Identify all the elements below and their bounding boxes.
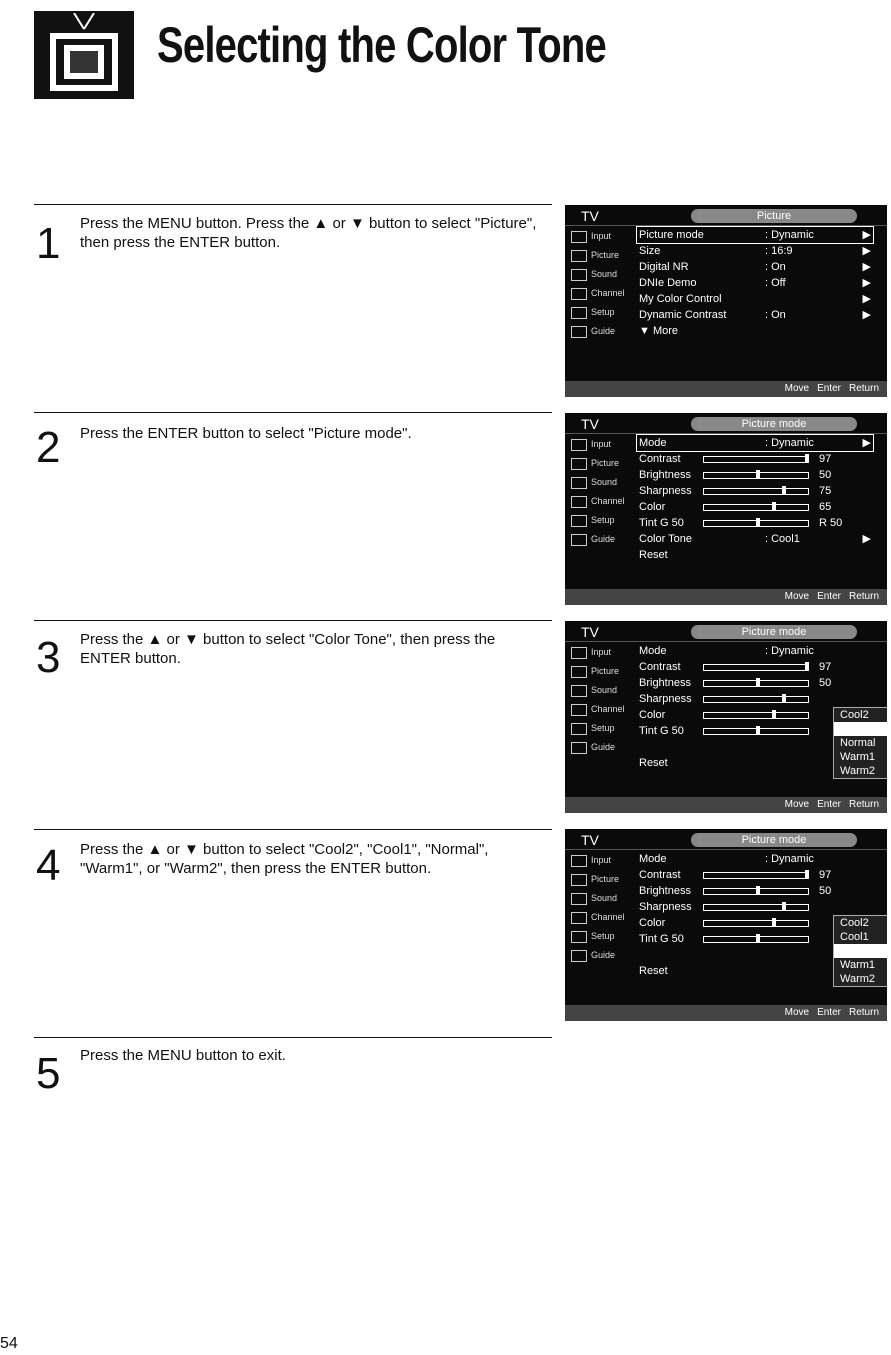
side-item-picture[interactable]: Picture	[565, 246, 637, 265]
slider-row[interactable]: Color	[637, 707, 873, 723]
slider-track[interactable]	[703, 664, 809, 671]
side-item-input[interactable]: Input	[565, 435, 637, 454]
slider-row[interactable]: Contrast 97	[639, 869, 832, 881]
channel-icon	[571, 912, 587, 924]
slider-track[interactable]	[703, 456, 809, 463]
step-number: 3	[36, 633, 61, 682]
slider-row[interactable]: Color	[637, 915, 873, 931]
popup-option[interactable]: Warm2	[840, 973, 876, 985]
side-item-guide[interactable]: Guide	[565, 322, 637, 341]
slider-row[interactable]: Brightness 50	[639, 677, 832, 689]
slider-thumb[interactable]	[756, 886, 760, 895]
side-item-guide[interactable]: Guide	[565, 738, 637, 757]
channel-icon	[571, 288, 587, 300]
menu-row[interactable]: Mode : Dynamic	[639, 853, 814, 865]
side-item-setup[interactable]: Setup	[565, 719, 637, 738]
slider-track[interactable]	[703, 680, 809, 687]
sound-icon	[571, 477, 587, 489]
slider-track[interactable]	[703, 712, 809, 719]
setup-icon	[571, 307, 587, 319]
slider-row[interactable]: Sharpness 75	[639, 485, 832, 497]
slider-track[interactable]	[703, 872, 809, 879]
step-number: 2	[36, 423, 61, 472]
menu-row[interactable]: Dynamic Contrast : On ▶	[639, 309, 871, 321]
side-item-picture[interactable]: Picture	[565, 662, 637, 681]
menu-row[interactable]: Reset	[639, 965, 668, 977]
slider-thumb[interactable]	[805, 870, 809, 879]
osd-screen-picture-mode	[565, 413, 887, 605]
slider-track[interactable]	[703, 920, 809, 927]
side-item-channel[interactable]: Channel	[565, 284, 637, 303]
popup-option[interactable]: Cool1	[840, 931, 869, 943]
popup-option[interactable]: Warm2	[840, 765, 876, 777]
color-tone-popup	[833, 707, 887, 779]
slider-thumb[interactable]	[772, 710, 776, 719]
side-item-input[interactable]: Input	[565, 643, 637, 662]
picture-icon	[571, 250, 587, 262]
slider-track[interactable]	[703, 472, 809, 479]
menu-row[interactable]: ▼ More	[639, 325, 679, 337]
osd-footer: Move Enter Return	[565, 381, 887, 397]
tv-label: TV	[581, 416, 599, 432]
step-text: Press the ENTER button to select "Picture mode".	[80, 425, 412, 442]
step-divider	[34, 1037, 552, 1038]
slider-row[interactable]: Brightness 50	[639, 885, 832, 897]
menu-banner: Picture mode	[691, 625, 857, 639]
slider-track[interactable]	[703, 936, 809, 943]
slider-thumb[interactable]	[805, 662, 809, 671]
tv-label: TV	[581, 208, 599, 224]
step-text: Press the ▲ or ▼ button to select "Color Tone", then press the ENTER button.	[80, 631, 496, 667]
menu-row[interactable]: Digital NR : On ▶	[639, 261, 871, 273]
side-item-sound[interactable]: Sound	[565, 473, 637, 492]
step-text: Press the MENU button to exit.	[80, 1047, 286, 1064]
channel-icon	[571, 496, 587, 508]
menu-row[interactable]: Color Tone : Cool1 ▶	[639, 533, 871, 545]
slider-thumb[interactable]	[756, 934, 760, 943]
sound-icon	[571, 685, 587, 697]
setup-icon	[571, 515, 587, 527]
menu-row[interactable]: DNIe Demo : Off ▶	[639, 277, 871, 289]
slider-row[interactable]: Color 65	[639, 501, 832, 513]
menu-row[interactable]: My Color Control ▶	[639, 293, 871, 305]
osd-screen-picture	[565, 205, 887, 397]
step-text: Press the MENU button. Press the ▲ or ▼ button to select "Picture", then press the ENTER button.	[80, 215, 537, 251]
guide-icon	[571, 950, 587, 962]
slider-row[interactable]: Contrast 97	[639, 661, 832, 673]
page-number: 54	[0, 1335, 18, 1352]
slider-row[interactable]: Tint G 50 R 50	[639, 517, 843, 529]
menu-row[interactable]: Reset	[639, 549, 668, 561]
input-icon	[571, 855, 587, 867]
menu-row[interactable]: Mode : Dynamic ▶	[639, 437, 871, 449]
menu-banner: Picture mode	[691, 417, 857, 431]
sound-icon	[571, 269, 587, 281]
step-divider	[34, 829, 552, 830]
popup-option[interactable]: Normal	[840, 737, 876, 749]
slider-track[interactable]	[703, 728, 809, 735]
step-divider	[34, 204, 552, 205]
setup-icon	[571, 931, 587, 943]
color-tone-popup	[833, 915, 887, 987]
slider-thumb[interactable]	[756, 518, 760, 527]
side-item-setup[interactable]: Setup	[565, 303, 637, 322]
picture-icon	[571, 666, 587, 678]
side-item-input[interactable]: Input	[565, 851, 637, 870]
guide-icon	[571, 742, 587, 754]
step-text: Press the ▲ or ▼ button to select "Cool2", "Cool1", "Normal", "Warm1", or "Warm2", then press the ENTER button.	[80, 841, 489, 877]
osd-screen-color-tone-select	[565, 829, 887, 1021]
side-item-sound[interactable]: Sound	[565, 681, 637, 700]
slider-thumb[interactable]	[756, 726, 760, 735]
input-icon	[571, 439, 587, 451]
slider-track[interactable]	[703, 904, 809, 911]
side-item-setup[interactable]: Setup	[565, 927, 637, 946]
slider-track[interactable]	[703, 488, 809, 495]
slider-row[interactable]: Brightness 50	[639, 469, 832, 481]
slider-thumb[interactable]	[756, 678, 760, 687]
popup-option-selected[interactable]	[834, 944, 887, 958]
side-item-guide[interactable]: Guide	[565, 530, 637, 549]
input-icon	[571, 647, 587, 659]
popup-option[interactable]: Cool2	[840, 917, 869, 929]
osd-footer: Move Enter Return	[565, 589, 887, 605]
side-item-sound[interactable]: Sound	[565, 889, 637, 908]
menu-row[interactable]: Reset	[639, 757, 668, 769]
guide-icon	[571, 534, 587, 546]
slider-thumb[interactable]	[756, 470, 760, 479]
menu-row[interactable]: Mode : Dynamic	[639, 645, 814, 657]
osd-footer: Move Enter Return	[565, 1005, 887, 1021]
slider-row[interactable]: Contrast 97	[639, 453, 832, 465]
osd-footer: Move Enter Return	[565, 797, 887, 813]
slider-track[interactable]	[703, 888, 809, 895]
setup-icon	[571, 723, 587, 735]
slider-thumb[interactable]	[805, 454, 809, 463]
slider-row[interactable]: Tint G 50	[637, 723, 873, 739]
side-item-channel[interactable]: Channel	[565, 700, 637, 719]
side-item-picture[interactable]: Picture	[565, 870, 637, 889]
slider-track[interactable]	[703, 520, 809, 527]
side-item-setup[interactable]: Setup	[565, 511, 637, 530]
popup-option-selected[interactable]	[834, 722, 887, 736]
page-title: Selecting the Color Tone	[157, 17, 606, 73]
popup-option[interactable]: Warm1	[840, 959, 876, 971]
slider-thumb[interactable]	[772, 918, 776, 927]
channel-icon	[571, 704, 587, 716]
tv-label: TV	[581, 624, 599, 640]
slider-row[interactable]: Sharpness	[637, 899, 873, 915]
slider-thumb[interactable]	[782, 902, 786, 911]
menu-row[interactable]: Picture mode : Dynamic ▶	[639, 229, 871, 241]
side-item-picture[interactable]: Picture	[565, 454, 637, 473]
menu-banner: Picture	[691, 209, 857, 223]
tv-label: TV	[581, 832, 599, 848]
slider-track[interactable]	[703, 504, 809, 511]
step-divider	[34, 620, 552, 621]
popup-option[interactable]: Cool2	[840, 709, 869, 721]
step-number: 1	[36, 219, 61, 268]
slider-row[interactable]: Tint G 50	[637, 931, 873, 947]
step-number: 5	[36, 1049, 61, 1098]
menu-row[interactable]: Size : 16:9 ▶	[639, 245, 871, 257]
slider-thumb[interactable]	[782, 486, 786, 495]
slider-row[interactable]: Sharpness	[637, 691, 873, 707]
input-icon	[571, 231, 587, 243]
side-item-sound[interactable]: Sound	[565, 265, 637, 284]
osd-screen-color-tone-popup	[565, 621, 887, 813]
slider-track[interactable]	[703, 696, 809, 703]
menu-banner: Picture mode	[691, 833, 857, 847]
side-item-channel[interactable]: Channel	[565, 492, 637, 511]
guide-icon	[571, 326, 587, 338]
tv-logo-icon	[34, 11, 134, 99]
picture-icon	[571, 874, 587, 886]
slider-thumb[interactable]	[772, 502, 776, 511]
side-item-guide[interactable]: Guide	[565, 946, 637, 965]
step-number: 4	[36, 841, 61, 890]
slider-thumb[interactable]	[782, 694, 786, 703]
popup-option[interactable]: Warm1	[840, 751, 876, 763]
step-divider	[34, 412, 552, 413]
side-item-channel[interactable]: Channel	[565, 908, 637, 927]
picture-icon	[571, 458, 587, 470]
sound-icon	[571, 893, 587, 905]
side-item-input[interactable]: Input	[565, 227, 637, 246]
